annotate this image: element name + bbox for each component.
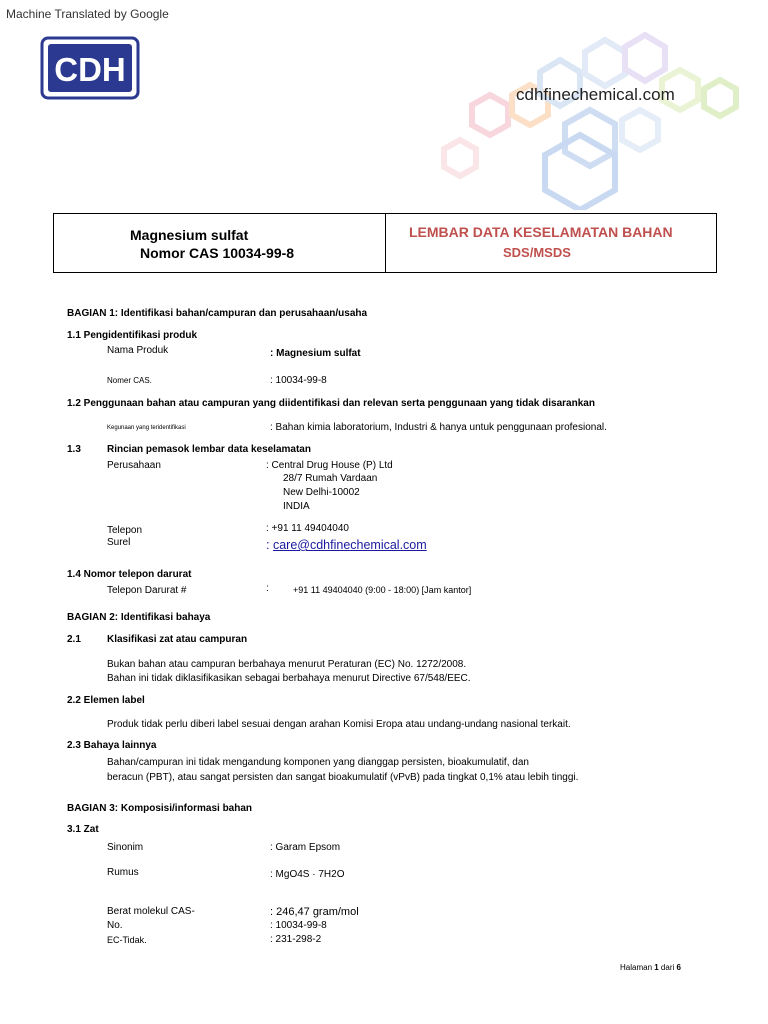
phone-label: Telepon bbox=[107, 525, 143, 536]
section1-1-heading: 1.1 Pengidentifikasi produk bbox=[67, 330, 198, 341]
product-title: Magnesium sulfat bbox=[130, 227, 249, 243]
molecular-weight-value: : 246,47 gram/mol bbox=[270, 906, 359, 918]
emergency-label: Telepon Darurat # bbox=[107, 585, 187, 596]
cdh-logo bbox=[40, 36, 140, 100]
page-number: Halaman 1 dari 6 bbox=[620, 963, 681, 972]
company-line-2: 28/7 Rumah Vardaan bbox=[283, 473, 378, 484]
formula-value: : MgO4S · 7H2O bbox=[270, 869, 345, 880]
section2-heading: BAGIAN 2: Identifikasi bahaya bbox=[67, 612, 211, 623]
email-link[interactable]: care@cdhfinechemical.com bbox=[272, 538, 427, 552]
company-line-1: : Central Drug House (P) Ltd bbox=[266, 460, 393, 471]
emergency-colon: : bbox=[266, 583, 269, 594]
company-line-4: INDIA bbox=[283, 501, 310, 512]
section1-4-heading: 1.4 Nomor telepon darurat bbox=[67, 569, 192, 580]
cas-no-value: : 10034-99-8 bbox=[270, 920, 327, 931]
cas-no-label: No. bbox=[107, 920, 123, 931]
cas-label: Nomer CAS. bbox=[107, 376, 152, 385]
product-name-value: : Magnesium sulfat bbox=[270, 348, 361, 359]
sds-title: LEMBAR DATA KESELAMATAN BAHAN bbox=[409, 224, 673, 240]
ec-value: : 231-298-2 bbox=[270, 934, 322, 945]
section3-heading: BAGIAN 3: Komposisi/informasi bahan bbox=[67, 803, 253, 814]
section1-2-heading: 1.2 Penggunaan bahan atau campuran yang diidentifikasi dan relevan serta penggunaan yang tidak disarankan bbox=[67, 398, 595, 409]
synonym-label: Sinonim bbox=[107, 842, 144, 853]
use-label: Kegunaan yang teridentifikasi bbox=[107, 425, 186, 431]
title-box bbox=[53, 213, 717, 273]
sds-subtitle: SDS/MSDS bbox=[503, 245, 571, 260]
synonym-value: : Garam Epsom bbox=[270, 842, 341, 853]
section2-1-number: 2.1 bbox=[67, 634, 81, 645]
section2-3-line-2: beracun (PBT), atau sangat persisten dan sangat bioakumulatif (vPvB) pada tingkat 0,1% atau lebih tinggi. bbox=[107, 772, 579, 783]
use-value: : Bahan kimia laboratorium, Industri & hanya untuk penggunaan profesional. bbox=[270, 422, 607, 433]
cas-value: : 10034-99-8 bbox=[270, 375, 327, 386]
molecular-weight-label: Berat molekul CAS- bbox=[107, 906, 195, 917]
emergency-value: +91 11 49404040 (9:00 - 18:00) [Jam kantor] bbox=[293, 585, 472, 595]
company-line-3: New Delhi-10002 bbox=[283, 487, 360, 498]
section2-1-heading: Klasifikasi zat atau campuran bbox=[107, 634, 248, 645]
email-field bbox=[266, 538, 427, 552]
ec-label: EC-Tidak. bbox=[107, 935, 147, 945]
section2-1-line-2: Bahan ini tidak diklasifikasikan sebagai berbahaya menurut Directive 67/548/EEC. bbox=[107, 673, 471, 684]
company-label: Perusahaan bbox=[107, 460, 161, 471]
email-label: Surel bbox=[107, 537, 131, 548]
section2-3-line-1: Bahan/campuran ini tidak mengandung komponen yang dianggap persisten, bioakumulatif, dan bbox=[107, 757, 529, 768]
machine-translated-note: Machine Translated by Google bbox=[6, 7, 169, 21]
product-name-label: Nama Produk bbox=[107, 345, 169, 356]
section3-1-heading: 3.1 Zat bbox=[67, 824, 99, 835]
section1-3-number: 1.3 bbox=[67, 444, 81, 455]
product-cas-title: Nomor CAS 10034-99-8 bbox=[140, 245, 295, 261]
section2-2-heading: 2.2 Elemen label bbox=[67, 695, 145, 706]
formula-label: Rumus bbox=[107, 867, 139, 878]
section2-1-line-1: Bukan bahan atau campuran berbahaya menurut Peraturan (EC) No. 1272/2008. bbox=[107, 659, 467, 670]
section2-2-text: Produk tidak perlu diberi label sesuai dengan arahan Komisi Eropa atau undang-undang nasional terkait. bbox=[107, 719, 571, 730]
section2-3-heading: 2.3 Bahaya lainnya bbox=[67, 740, 157, 751]
email-prefix: : bbox=[266, 538, 273, 552]
molecule-decoration bbox=[430, 20, 768, 210]
logo-text: CDH bbox=[54, 51, 126, 88]
section1-3-heading: Rincian pemasok lembar data keselamatan bbox=[107, 444, 311, 455]
phone-value: : +91 11 49404040 bbox=[266, 523, 349, 534]
website-text: cdhfinechemical.com bbox=[516, 85, 675, 104]
section1-heading: BAGIAN 1: Identifikasi bahan/campuran dan perusahaan/usaha bbox=[67, 308, 368, 319]
